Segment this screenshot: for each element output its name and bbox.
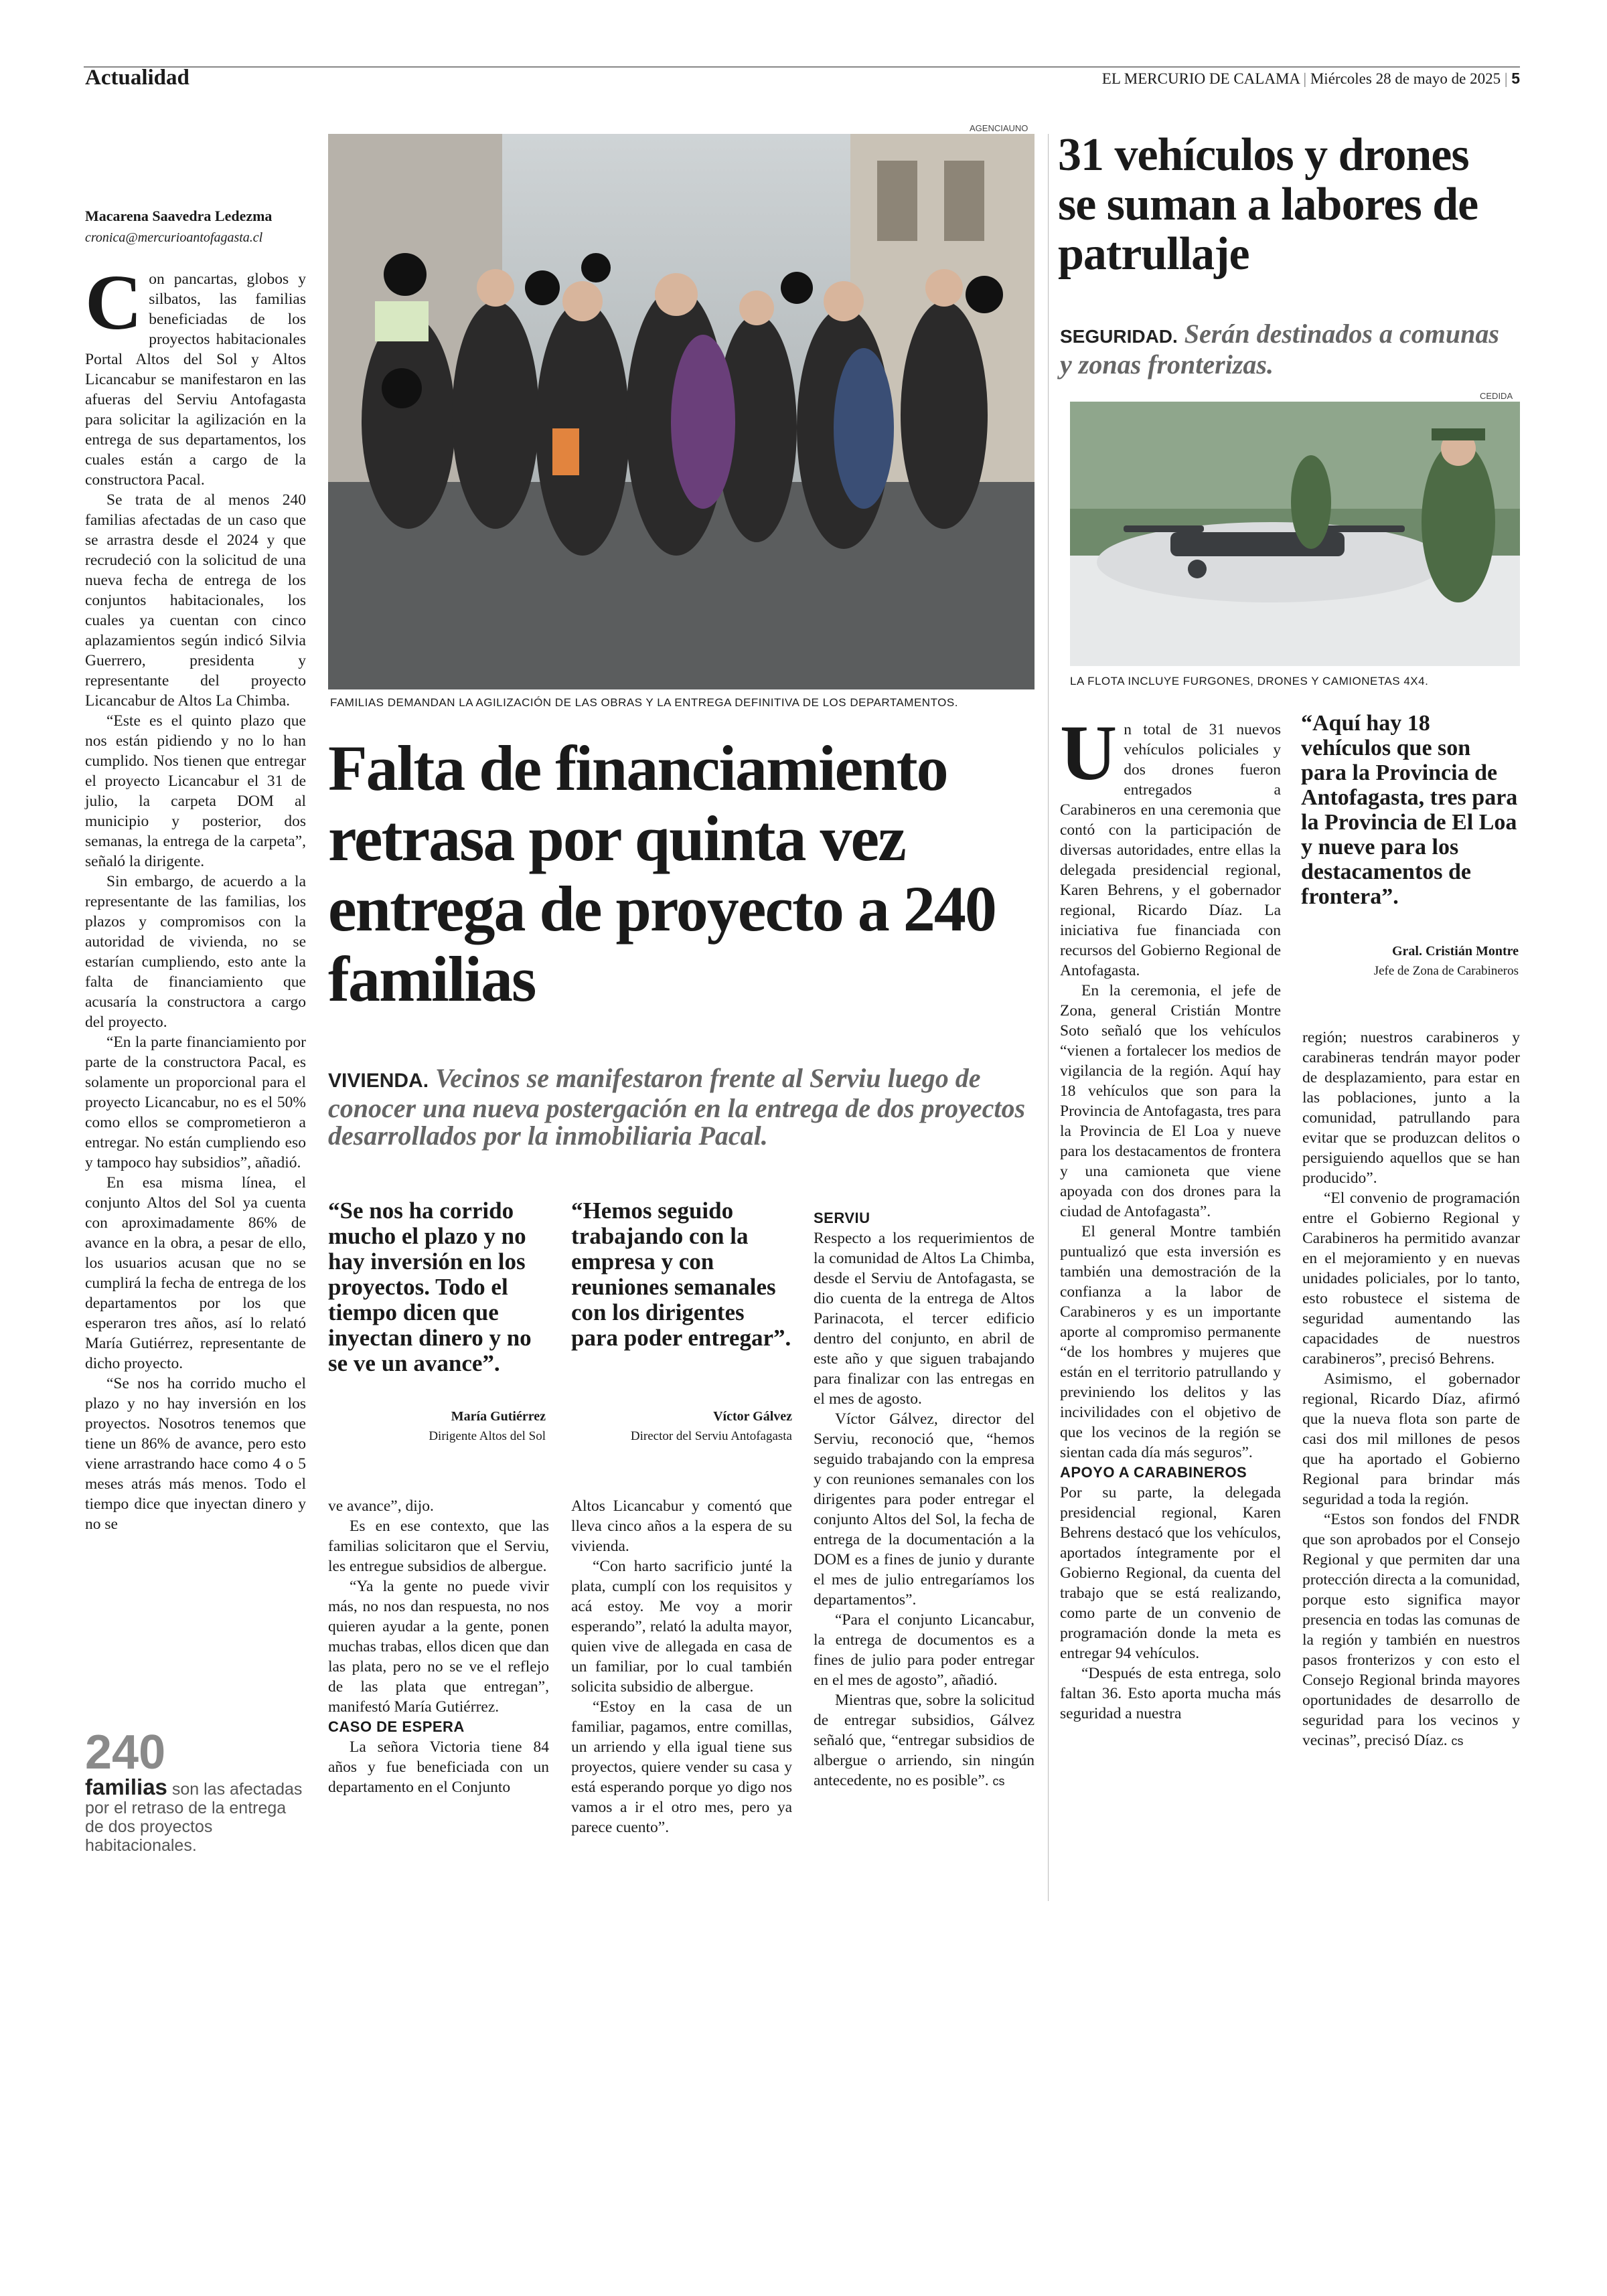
side-deck bbox=[1060, 320, 1515, 379]
paragraph bbox=[85, 258, 306, 490]
paragraph-text: “Estos son fondos del FNDR que son aprobados por el Consejo Regional y que permiten dar una protección directa a la comunidad, porque esto significa mayor presencia en todas las comunas de la región y también en nuestros pasos fronterizos y con esto el Consejo Regional brinda mayores oportunidades de desarrollo de seguridad para los vecinos y vecinas”, precisó Díaz. bbox=[1302, 1511, 1520, 1749]
paragraph: región; nuestros carabineros y carabineras tendrán mayor poder de desplazamiento, para estar en las poblaciones, junto a la comunidad, patrullando para evitar que se produzcan delitos o persiguiendo aquellos que se han producido”. bbox=[1302, 1029, 1520, 1187]
main-column-3 bbox=[571, 1496, 792, 1837]
paragraph: “Estoy en la casa de un familiar, pagamos, entre comillas, un arriendo y ella igual tiene sus proyectos, quiere vender su casa y está esperando porque yo digo nos vamos a ir el otro mes, pero ya parece cuento”. bbox=[571, 1698, 792, 1836]
masthead-info bbox=[1102, 70, 1520, 88]
photo-credit: AGENCIAUNO bbox=[970, 123, 1028, 133]
separator: | bbox=[1504, 70, 1512, 87]
main-photo-protest bbox=[328, 134, 1035, 689]
paragraph: “El convenio de programación entre el Gobierno Regional y Carabineros ha permitido avanzar en el mejoramiento y en nuevas unidades policiales, por lo tanto, esto robustece el sistema de seguridad aumentando las capacidades de nuestros carabineros”, precisó Behrens. bbox=[1302, 1190, 1520, 1368]
end-mark: cs bbox=[1451, 1734, 1464, 1748]
photo-caption: LA FLOTA INCLUYE FURGONES, DRONES Y CAMIONETAS 4X4. bbox=[1070, 675, 1429, 687]
pull-quote-montre: “Aquí hay 18 vehículos que son para la Provincia de Antofagasta, tres para la Provincia de El Loa y nueve para los destacamentos de frontera”. bbox=[1301, 711, 1518, 909]
paragraph: Altos Licancabur y comentó que lleva cinco años a la espera de su vivienda. bbox=[571, 1497, 792, 1555]
quote-role: Director del Serviu Antofagasta bbox=[630, 1429, 792, 1443]
main-deck bbox=[328, 1064, 1031, 1149]
deck-text: Vecinos se manifestaron frente al Serviu luego de conocer una nueva postergación en la entrega de dos proyectos desarrollados por la inmobiliaria Pacal. bbox=[328, 1063, 1026, 1151]
paragraph: Se trata de al menos 240 familias afectadas de un caso que se arrastra desde el 2024 y que recrudeció con la solicitud de una nueva fecha de entrega de los conjuntos habitacionales, los cuales ya cuentan con cinco aplazamientos según indicó Silvia Guerrero, presidenta y representante del proyecto Licancabur de Altos La Chimba. bbox=[85, 491, 306, 710]
paragraph: “Con harto sacrificio junté la plata, cumplí con los requisitos y acá estoy. Me voy a morir esperando”, relató la adulta mayor, quien vive de allegada en casa de un familiar, por lo cual también solicita subsidio de albergue. bbox=[571, 1558, 792, 1696]
paragraph: En esa misma línea, el conjunto Altos del Sol ya cuenta con aproximadamente 86% de avance en la obra, a pesar de ello, los usuarios acusan que no se cumplirá la fecha de entrega de los departamentos por los que esperaron tres años, así lo relató María Gutiérrez, representante de dicho proyecto. bbox=[85, 1174, 306, 1372]
drop-cap: U bbox=[1060, 709, 1118, 797]
side-headline: 31 vehículos y drones se suman a labores de patrullaje bbox=[1058, 129, 1478, 280]
paragraph: El general Montre también puntualizó que esta inversión es también una demostración de la confianza a la labor de Carabineros y es un importante aporte al compromiso permanente “de los hombres y mujeres que están en el territorio patrullando y previniendo los delitos y las incivilidades con el objetivo de que los vecinos de la región se sientan cada día más seguros”. bbox=[1060, 1223, 1281, 1461]
side-photo-drone bbox=[1070, 402, 1520, 666]
subheading: APOYO A CARABINEROS bbox=[1060, 1464, 1247, 1481]
separator: | bbox=[1303, 70, 1310, 87]
pull-quote-galvez: “Hemos seguido trabajando con la empresa y con reuniones semanales con los dirigentes para poder entregar”. bbox=[571, 1198, 791, 1351]
paragraph: La señora Victoria tiene 84 años y fue beneficiada con un departamento en el Conjunto bbox=[328, 1738, 549, 1796]
page-number: 5 bbox=[1511, 70, 1520, 87]
paragraph: “Se nos ha corrido mucho el plazo y no hay inversión en los proyectos. Nosotros tenemos que tiene un 86% de avance, pero esto viene arrastrando hace como 4 o 5 meses atrás más menos. Todo el tiempo dice que inyectan dinero y no se bbox=[85, 1375, 306, 1533]
stat-text: son las afectadas por el retraso de la entrega de dos proyectos habitacionales. bbox=[85, 1780, 303, 1855]
stat-description bbox=[85, 1775, 306, 1855]
section-label: Actualidad bbox=[85, 66, 189, 90]
stat-box bbox=[85, 1727, 306, 1855]
byline-name: Macarena Saavedra Ledezma bbox=[85, 208, 273, 224]
paragraph: “Este es el quinto plazo que nos están pidiendo y no lo han cumplido. Nos tienen que entregar el proyecto Licancabur el 31 de julio, la carpeta DOM al municipio y posterior, dos semanas, la entrega de la carpeta”, señaló la dirigente. bbox=[85, 712, 306, 870]
kicker: SEGURIDAD. bbox=[1060, 326, 1178, 347]
paragraph bbox=[814, 1690, 1035, 1791]
paragraph: ve avance”, dijo. bbox=[328, 1497, 434, 1515]
paragraph-text: Mientras que, sobre la solicitud de entregar subsidios, Gálvez señaló que, “entregar subsidios de albergue o arriendo, sin ningún antecedente, no es posible”. bbox=[814, 1692, 1035, 1789]
protest-illustration bbox=[328, 134, 1035, 689]
paragraph: “Ya la gente no puede vivir más, no nos dan respuesta, no nos quieren ayudar a la gente, ponen muchas trabas, ellos dicen que dan las plata, pero no se ve el reflejo de las plata que entregan”, manifestó María Gutiérrez. bbox=[328, 1578, 549, 1716]
paragraph: “Después de esta entrega, solo faltan 36. Esto aporta mucha más seguridad a nuestra bbox=[1060, 1665, 1281, 1722]
paragraph bbox=[1060, 709, 1281, 981]
main-column-4 bbox=[814, 1208, 1035, 1791]
deck-text: Serán destinados a comunas y zonas fronterizas. bbox=[1060, 319, 1499, 380]
side-divider bbox=[1048, 134, 1049, 1901]
byline-email: cronica@mercurioantofagasta.cl bbox=[85, 230, 263, 245]
paragraph: Víctor Gálvez, director del Serviu, reconoció que, “hemos seguido trabajando con la empresa y con reuniones semanales con los dirigentes para poder entregar el conjunto Altos del Sol, la fecha de entrega de la documentación a la DOM es a fines de junio y durante el mes de julio entregaríamos los departamentos”. bbox=[814, 1410, 1035, 1609]
paragraph: Respecto a los requerimientos de la comunidad de Altos La Chimba, desde el Serviu de Antofagasta, se dio cuenta de la entrega de Altos Parinacota, el tercer edificio dentro del conjunto, en abril de este año y que siguen trabajando para finalizar con las entregas en el mes de agosto. bbox=[814, 1230, 1035, 1408]
side-column-1 bbox=[1060, 709, 1281, 1724]
subheading: CASO DE ESPERA bbox=[328, 1718, 465, 1735]
quote-role: Jefe de Zona de Carabineros bbox=[1373, 964, 1519, 978]
paragraph: “En la parte financiamiento por parte de la constructora Pacal, es solamente un proporcional para el proyecto Licancabur, no es el 50% como ellos se comprometieron a entregar. No están cumpliendo eso y tampoco hay subsidios”, añadió. bbox=[85, 1034, 306, 1171]
quote-role: Dirigente Altos del Sol bbox=[429, 1429, 546, 1443]
paragraph: “Para el conjunto Licancabur, la entrega de documentos es a fines de julio para poder entregar en el mes de agosto”, añadió. bbox=[814, 1611, 1035, 1689]
header-rule-top bbox=[84, 66, 1520, 68]
main-column-2 bbox=[328, 1496, 549, 1797]
newspaper-name: EL MERCURIO DE CALAMA bbox=[1101, 70, 1300, 87]
subheading: SERVIU bbox=[814, 1210, 870, 1226]
end-mark: cs bbox=[992, 1775, 1005, 1788]
drone-illustration bbox=[1070, 402, 1520, 666]
photo-caption: FAMILIAS DEMANDAN LA AGILIZACIÓN DE LAS OBRAS Y LA ENTREGA DEFINITIVA DE LOS DEPARTAMENTOS. bbox=[330, 696, 958, 709]
paragraph bbox=[1302, 1509, 1520, 1751]
issue-date: Miércoles 28 de mayo de 2025 bbox=[1310, 70, 1501, 87]
photo-credit: CEDIDA bbox=[1480, 391, 1513, 401]
drop-cap: C bbox=[85, 258, 143, 346]
kicker: VIVIENDA. bbox=[328, 1070, 429, 1092]
main-column-1 bbox=[85, 258, 306, 1534]
paragraph: Por su parte, la delegada presidencial regional, Karen Behrens destacó que los vehículos, aportados íntegramente por el Gobierno Regional, da cuenta del trabajo que se está realizando, como parte de un convenio de programación donde la meta es entregar 94 vehículos. bbox=[1060, 1484, 1281, 1662]
side-column-2 bbox=[1302, 1028, 1520, 1751]
paragraph: En la ceremonia, el jefe de Zona, general Cristián Montre Soto señaló que los vehículos “vienen a fortalecer los medios de vigilancia de la región. Aquí hay 18 vehículos que son para la Provincia de Antofagasta, tres para la Provincia de El Loa y nueve para los destacamentos de frontera y una camioneta que viene apoyada con dos drones para la ciudad de Antofagasta”. bbox=[1060, 982, 1281, 1220]
main-headline: Falta de financiamiento retrasa por quinta vez entrega de proyecto a 240 familias bbox=[328, 732, 996, 1015]
paragraph: Sin embargo, de acuerdo a la representante de las familias, los plazos y compromisos con la autoridad de vivienda, no se estarían cumpliendo, esto ante la falta de financiamiento que acusaría la constructora a cargo del proyecto. bbox=[85, 873, 306, 1031]
stat-bold: familias bbox=[85, 1775, 167, 1799]
stat-number: 240 bbox=[85, 1726, 166, 1779]
quote-name: Gral. Cristián Montre bbox=[1391, 944, 1519, 959]
paragraph: Asimismo, el gobernador regional, Ricardo Díaz, afirmó que la nueva flota son parte de casi dos mil millones de pesos que ha aportado el Gobierno Regional para brindar más seguridad a toda la región. bbox=[1302, 1370, 1520, 1508]
paragraph-text: n total de 31 nuevos vehículos policiales y dos drones fueron entregados a Carabineros en una ceremonia que contó con la participación de diversas autoridades, entre ellas la delegada presidencial regional, Karen Behrens, y el gobernador regional, Ricardo Díaz. La iniciativa fue financiada con recursos del Gobierno Regional de Antofagasta. bbox=[1060, 721, 1281, 979]
paragraph: Es en ese contexto, que las familias solicitaron que el Serviu, les entregue subsidios de albergue. bbox=[328, 1518, 549, 1575]
quote-name: Víctor Gálvez bbox=[713, 1409, 792, 1424]
paragraph-text: on pancartas, globos y silbatos, las familias beneficiadas de los proyectos habitacionales Portal Altos del Sol y Altos Licancabur se manifestaron en las afueras del Serviu Antofagasta para solicitar la agilización en la entrega de sus departamentos, los cuales están a cargo de la constructora Pacal. bbox=[85, 270, 306, 489]
quote-name: María Gutiérrez bbox=[451, 1409, 546, 1424]
pull-quote-gutierrez: “Se nos ha corrido mucho el plazo y no hay inversión en los proyectos. Todo el tiempo dicen que inyectan dinero y no se ve un avance”. bbox=[328, 1198, 532, 1376]
